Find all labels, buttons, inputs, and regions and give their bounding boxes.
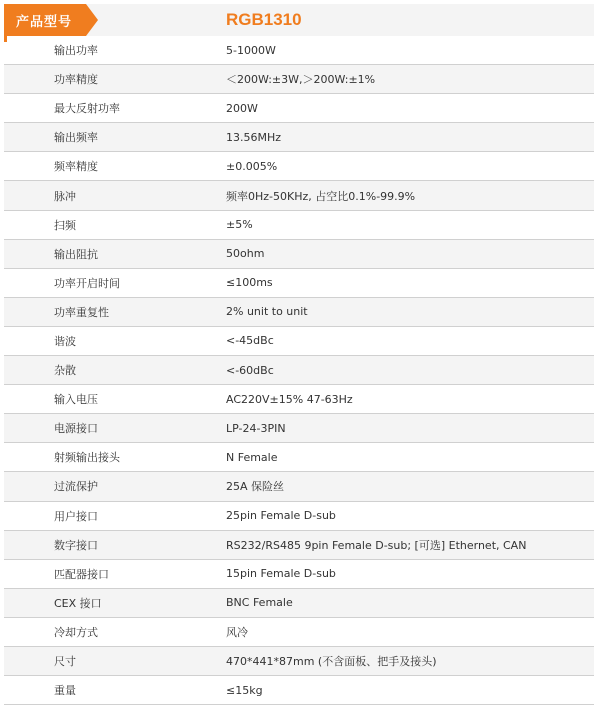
spec-param: 最大反射功率 <box>54 102 120 116</box>
table-row <box>4 327 594 356</box>
table-row <box>4 181 594 210</box>
table-row <box>4 385 594 414</box>
table-row <box>4 560 594 589</box>
spec-value: 频率0Hz-50KHz, 占空比0.1%-99.9% <box>226 189 416 203</box>
spec-value: ≤15kg <box>226 683 263 697</box>
spec-param: 输出功率 <box>54 44 98 58</box>
table-row <box>4 502 594 531</box>
table-row <box>4 676 594 705</box>
table-row <box>4 269 594 298</box>
spec-param: 功率开启时间 <box>54 276 120 290</box>
spec-param: 杂散 <box>54 364 76 378</box>
table-row <box>4 36 594 65</box>
spec-param: 重量 <box>54 684 76 698</box>
header-label: 产品型号 <box>16 14 73 30</box>
table-row <box>4 211 594 240</box>
table-header <box>4 4 594 36</box>
table-row <box>4 356 594 385</box>
spec-param: 功率精度 <box>54 73 98 87</box>
spec-param: 冷却方式 <box>54 625 98 639</box>
table-row <box>4 94 594 123</box>
spec-param: 输出频率 <box>54 131 98 145</box>
spec-table <box>4 4 594 705</box>
spec-param: 电源接口 <box>54 422 98 436</box>
header-accent-bar <box>4 36 7 42</box>
spec-param: 输入电压 <box>54 393 98 407</box>
table-row <box>4 589 594 618</box>
spec-value: AC220V±15% 47-63Hz <box>226 392 353 406</box>
spec-value: 470*441*87mm (不含面板、把手及接头) <box>226 655 437 669</box>
table-row <box>4 123 594 152</box>
table-row <box>4 240 594 269</box>
spec-param: 用户接口 <box>54 509 98 523</box>
spec-value: 15pin Female D-sub <box>226 567 336 581</box>
spec-value: ±5% <box>226 218 253 232</box>
spec-param: 匹配器接口 <box>54 567 109 581</box>
spec-value: 13.56MHz <box>226 130 282 144</box>
spec-param: 输出阻抗 <box>54 247 98 261</box>
table-row <box>4 443 594 472</box>
table-row <box>4 65 594 94</box>
spec-param: 数字接口 <box>54 538 98 552</box>
header-tab <box>4 4 98 36</box>
spec-value: 200W <box>226 101 258 115</box>
model-name: RGB1310 <box>226 10 302 29</box>
spec-value: ≤100ms <box>226 276 273 290</box>
spec-value: BNC Female <box>226 596 293 610</box>
spec-rows <box>4 36 594 705</box>
table-row <box>4 531 594 560</box>
table-row <box>4 618 594 647</box>
spec-param: 尺寸 <box>54 655 76 669</box>
spec-value: 5-1000W <box>226 43 276 57</box>
spec-param: 谐波 <box>54 334 76 348</box>
table-row <box>4 298 594 327</box>
spec-param: 频率精度 <box>54 160 98 174</box>
spec-value: 50ohm <box>226 247 265 261</box>
table-row <box>4 414 594 443</box>
spec-value: LP-24-3PIN <box>226 421 286 435</box>
table-row <box>4 647 594 676</box>
spec-param: 脉冲 <box>54 189 76 203</box>
table-row <box>4 152 594 181</box>
spec-param: 功率重复性 <box>54 305 109 319</box>
spec-value: <-45dBc <box>226 334 274 348</box>
spec-value: ＜200W:±3W,＞200W:±1% <box>226 73 376 87</box>
spec-value: 风冷 <box>226 625 248 639</box>
spec-value: 25pin Female D-sub <box>226 509 336 523</box>
spec-value: ±0.005% <box>226 159 278 173</box>
spec-value: 25A 保险丝 <box>226 480 285 494</box>
spec-param: 过流保护 <box>54 480 98 494</box>
spec-value: 2% unit to unit <box>226 305 308 319</box>
table-row <box>4 472 594 501</box>
spec-param: CEX 接口 <box>54 596 102 610</box>
spec-value: RS232/RS485 9pin Female D-sub; [可选] Ethernet, CAN <box>226 538 527 552</box>
spec-param: 射频输出接头 <box>54 451 120 465</box>
spec-param: 扫频 <box>54 218 76 232</box>
spec-value: <-60dBc <box>226 363 274 377</box>
spec-value: N Female <box>226 450 278 464</box>
